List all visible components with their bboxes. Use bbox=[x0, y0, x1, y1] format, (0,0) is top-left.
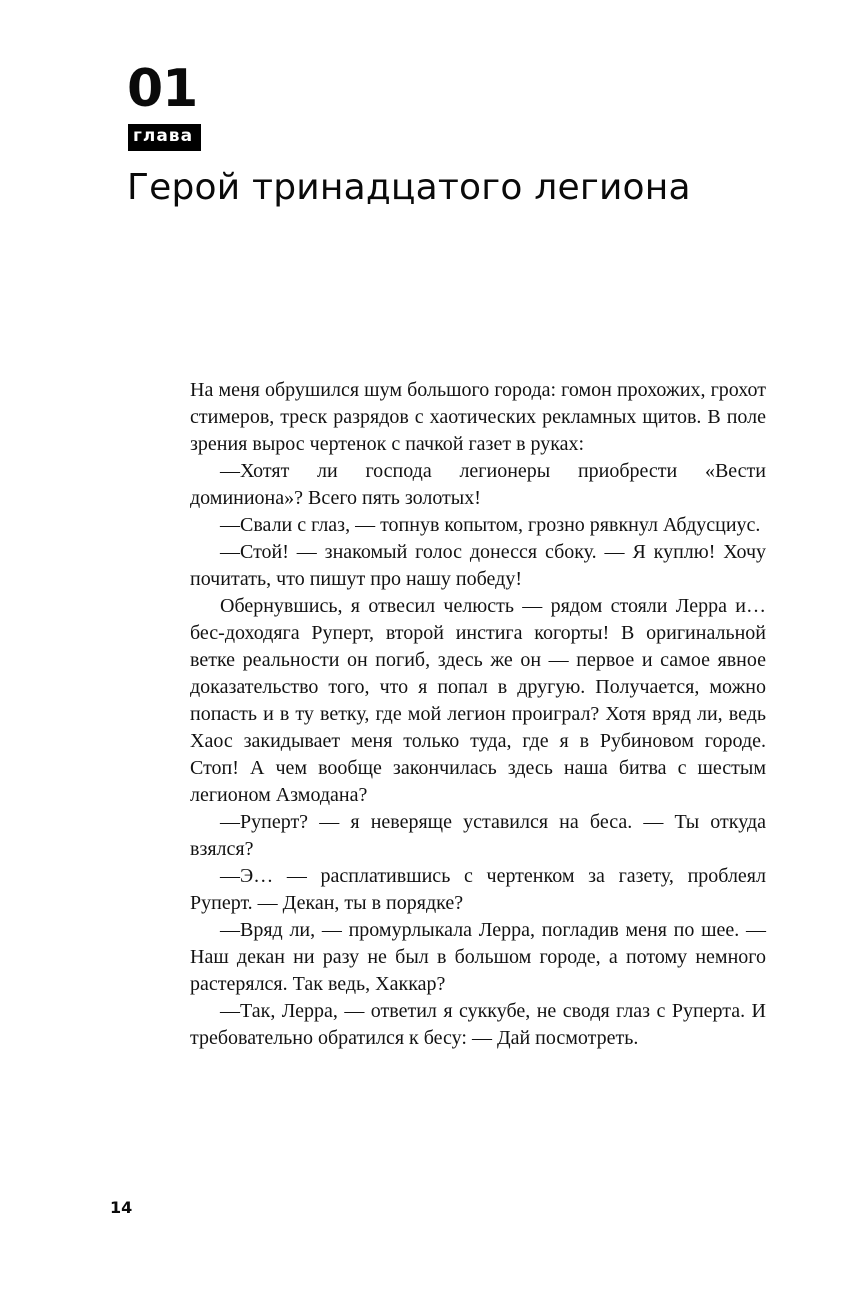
chapter-title: Герой тринадцатого легиона bbox=[127, 167, 691, 208]
paragraph: —Руперт? — я неверяще уставился на беса. — Ты откуда взялся? bbox=[190, 811, 766, 860]
body-text bbox=[190, 377, 766, 1052]
paragraph: На меня обрушился шум большого города: гомон прохожих, грохот стимеров, треск разрядов с хаотических рекламных щитов. В поле зрения вырос чертенок с пачкой газет в руках: bbox=[190, 379, 766, 455]
chapter-number: 01 bbox=[127, 59, 198, 119]
paragraph: —Свали с глаз, — топнув копытом, грозно рявкнул Абдусциус. bbox=[220, 514, 761, 536]
page-number: 14 bbox=[110, 1198, 133, 1217]
paragraph: Обернувшись, я отвесил челюсть — рядом стояли Лерра и… бес-доходяга Руперт, второй инстига когорты! В оригинальной ветке реальности он погиб, здесь же он — первое и самое явное доказательство того, что я попал в другую. Получается, можно попасть и в ту ветку, где мой легион проиграл? Хотя вряд ли, ведь Хаос закидывает меня только туда, где я в Рубиновом городе. Стоп! А чем вообще закончилась здесь наша битва с шестым легионом Азмодана? bbox=[190, 595, 766, 806]
paragraph: —Так, Лерра, — ответил я суккубе, не сводя глаз с Руперта. И требовательно обратился к бесу: — Дай посмотреть. bbox=[190, 1000, 766, 1049]
chapter-label: глава bbox=[128, 124, 201, 151]
paragraph: —Хотят ли господа легионеры приобрести «Вести доминиона»? Всего пять золотых! bbox=[190, 460, 766, 509]
paragraph: —Стой! — знакомый голос донесся сбоку. — Я куплю! Хочу почитать, что пишут про нашу победу! bbox=[190, 541, 766, 590]
paragraph: —Э… — расплатившись с чертенком за газету, проблеял Руперт. — Декан, ты в порядке? bbox=[190, 865, 766, 914]
paragraph: —Вряд ли, — промурлыкала Лерра, погладив меня по шее. — Наш декан ни разу не был в большом городе, а потому немного растерялся. Так ведь, Хаккар? bbox=[190, 919, 766, 995]
